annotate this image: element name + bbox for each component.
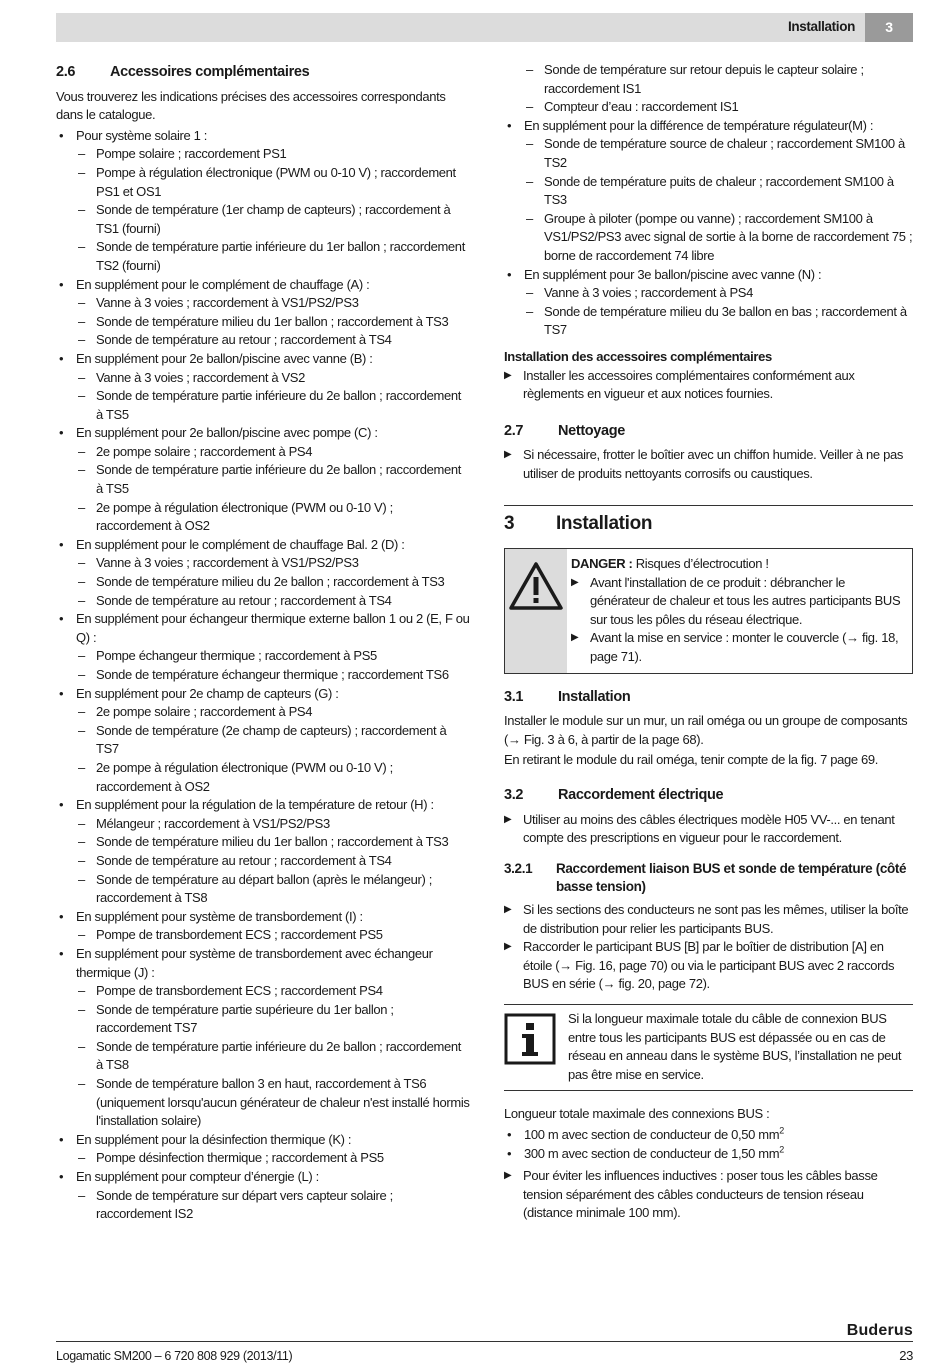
dash-marker: – — [78, 499, 85, 515]
page-header — [56, 13, 913, 42]
sub-item-text: Sonde de température au retour ; raccordement à TS4 — [96, 592, 392, 608]
info-icon — [504, 1010, 568, 1084]
sub-item — [56, 871, 470, 908]
superscript: 2 — [779, 1144, 784, 1155]
section-title: Accessoires complémentaires — [110, 64, 310, 80]
action-item — [504, 811, 913, 848]
dash-marker: – — [78, 164, 85, 180]
bullet-item — [56, 350, 470, 369]
action-arrow-icon: ▶ — [504, 1170, 512, 1182]
section-title: Nettoyage — [558, 422, 625, 439]
dash-marker: – — [78, 592, 85, 608]
section-number: 3.2 — [504, 787, 524, 803]
sub-item — [56, 1038, 470, 1075]
sub-item-text: Sonde de température (2e champ de capteurs) ; raccordement à TS7 — [96, 722, 447, 757]
dash-marker: – — [78, 239, 85, 255]
dash-marker: – — [78, 295, 85, 311]
dash-marker: – — [78, 1187, 85, 1203]
action-arrow-icon: ▶ — [571, 632, 579, 644]
dash-marker: – — [78, 815, 85, 831]
sub-item — [504, 173, 913, 210]
sub-item — [56, 499, 470, 536]
sub-item-text: Pompe solaire ; raccordement PS1 — [96, 146, 287, 162]
bullet-item — [56, 536, 470, 555]
sub-item — [56, 554, 470, 573]
bus-length-item — [504, 1126, 913, 1145]
bullet-dot: • — [59, 276, 64, 292]
action-arrow-icon: ▶ — [504, 813, 512, 825]
action-arrow-icon: ▶ — [504, 903, 512, 915]
danger-action — [571, 629, 906, 666]
sub-item-text: Pompe échangeur thermique ; raccordement à PS5 — [96, 648, 377, 664]
bullet-label: En supplément pour 2e champ de capteurs (G) : — [76, 685, 339, 701]
install-accessories-heading: Installation des accessoires complémentaires — [504, 348, 772, 364]
dash-marker: – — [78, 648, 85, 664]
sub-item-text: 2e pompe à régulation électronique (PWM ou 0-10 V) ; raccordement à OS2 — [96, 759, 393, 794]
bullet-dot: • — [59, 425, 64, 441]
bullet-label: En supplément pour échangeur thermique externe ballon 1 ou 2 (E, F ou Q) : — [76, 611, 470, 645]
dash-marker: – — [78, 852, 85, 868]
sub-item-text: Pompe de transbordement ECS ; raccordement PS5 — [96, 927, 383, 943]
action-text: Installer les accessoires complémentaires conformément aux règlements en vigueur et aux notices fournies. — [523, 367, 855, 402]
info-note — [504, 1004, 913, 1091]
section-number: 3.2.1 — [504, 860, 533, 876]
action-text: Si les sections des conducteurs ne sont pas les mêmes, utiliser la boîte de distribution pour relier les participants BUS. — [523, 901, 909, 936]
bullet-label: En supplément pour le complément de chauffage (A) : — [76, 276, 370, 292]
dash-marker: – — [526, 173, 533, 189]
sub-item-text: Groupe à piloter (pompe ou vanne) ; raccordement SM100 à VS1/PS2/PS3 avec signal de sortie à la borne de raccordement 75 ; borne de raccordement 74 libre — [544, 210, 913, 263]
sub-item-text: Sonde de température sur départ vers capteur solaire ; raccordement IS2 — [96, 1187, 393, 1222]
dash-marker: – — [78, 1001, 85, 1017]
dash-marker: – — [78, 369, 85, 385]
sub-item — [56, 201, 470, 238]
bullet-item — [504, 266, 913, 285]
sub-item-text: Sonde de température échangeur thermique ; raccordement TS6 — [96, 667, 449, 682]
bullet-label: En supplément pour 2e ballon/piscine avec pompe (C) : — [76, 425, 378, 441]
action-arrow-icon: ▶ — [571, 576, 579, 588]
sub-item — [56, 387, 470, 424]
sub-item-text: Sonde de température au retour ; raccordement à TS4 — [96, 332, 392, 348]
sub-item — [504, 284, 913, 303]
dash-marker: – — [78, 834, 85, 850]
dash-marker: – — [78, 388, 85, 404]
sub-item — [504, 61, 913, 98]
sub-item — [56, 573, 470, 592]
sub-item — [56, 833, 470, 852]
sub-item-text: 2e pompe solaire ; raccordement à PS4 — [96, 443, 313, 459]
bullet-dot: • — [59, 685, 64, 701]
dash-marker: – — [526, 99, 533, 115]
dash-marker: – — [78, 983, 85, 999]
dash-marker: – — [526, 285, 533, 301]
dash-marker: – — [78, 722, 85, 738]
sub-item-text: Sonde de température partie inférieure du 2e ballon ; raccordement à TS5 — [96, 462, 461, 497]
sub-item-text: Sonde de température milieu du 3e ballon en bas ; raccordement à TS7 — [544, 303, 907, 338]
sub-item — [56, 647, 470, 666]
bullet-item — [56, 127, 470, 146]
danger-action — [571, 574, 906, 630]
action-text: Avant l'installation de ce produit : débrancher le générateur de chaleur et tous les autres participants BUS sur tous les pôles du réseau électrique. — [590, 574, 901, 627]
bullet-dot: • — [59, 611, 64, 627]
bus-length-title: Longueur totale maximale des connexions BUS : — [504, 1106, 770, 1122]
sub-item — [56, 722, 470, 759]
sub-item-text: Vanne à 3 voies ; raccordement à PS4 — [544, 285, 754, 301]
bullet-dot: • — [59, 1131, 64, 1147]
bullet-item — [56, 945, 470, 982]
bullet-label: En supplément pour système de transbordement avec échangeur thermique (J) : — [76, 945, 433, 980]
sub-item — [56, 982, 470, 1001]
sub-item — [56, 1149, 470, 1168]
bullet-item — [56, 685, 470, 704]
sub-item-text: Sonde de température milieu du 1er ballon ; raccordement à TS3 — [96, 313, 449, 329]
sub-item — [504, 210, 913, 266]
sub-item-text: Vanne à 3 voies ; raccordement à VS2 — [96, 369, 306, 385]
dash-marker: – — [526, 62, 533, 77]
danger-text: Risques d’électrocution ! — [635, 556, 769, 572]
sub-item-text: Sonde de température partie inférieure du 1er ballon ; raccordement TS2 (fourni) — [96, 239, 465, 273]
bullet-dot: • — [507, 1145, 512, 1161]
action-text: Si nécessaire, frotter le boîtier avec un chiffon humide. Veiller à ne pas utiliser de produits nettoyants corrosifs ou caustiques. — [523, 447, 903, 481]
sub-item — [56, 703, 470, 722]
bullet-label: En supplément pour la régulation de la température de retour (H) : — [76, 797, 434, 813]
danger-box — [504, 548, 913, 674]
sub-item-text: Vanne à 3 voies ; raccordement à VS1/PS2/PS3 — [96, 295, 359, 311]
bullet-item — [56, 908, 470, 927]
bullet-dot: • — [507, 266, 512, 282]
dash-marker: – — [78, 332, 85, 348]
sub-item-text: 2e pompe à régulation électronique (PWM ou 0-10 V) ; raccordement à OS2 — [96, 499, 393, 534]
bullet-dot: • — [59, 945, 64, 961]
intro-paragraph: Vous trouverez les indications précises des accessoires correspondants dans le catalogue. — [56, 88, 446, 123]
dash-marker: – — [78, 462, 85, 478]
sub-item — [56, 461, 470, 498]
sub-item-text: Sonde de température au départ ballon (après le mélangeur) ; raccordement à TS8 — [96, 871, 432, 906]
action-arrow-icon: ▶ — [504, 449, 512, 461]
dash-marker: – — [526, 210, 533, 226]
sub-item — [504, 303, 913, 340]
sub-item-text: Sonde de température source de chaleur ; raccordement SM100 à TS2 — [544, 136, 905, 170]
bullet-label: En supplément pour 2e ballon/piscine avec vanne (B) : — [76, 350, 373, 366]
bullet-label: En supplément pour la différence de température régulateur(M) : — [524, 117, 874, 133]
buderus-logo: Buderus — [846, 1322, 913, 1339]
bullet-dot: • — [59, 536, 64, 552]
action-text: Raccorder le participant BUS [B] par le boîtier de distribution [A] en étoile (→ Fig. 16, page 70) ou via le participant BUS avec 2 raccords BUS en série (→ fig. 20, page 72). — [523, 939, 895, 992]
superscript: 2 — [779, 1125, 784, 1136]
sub-item-text: Sonde de température (1er champ de capteurs) ; raccordement à TS1 (fourni) — [96, 202, 451, 236]
sub-item — [56, 926, 470, 945]
bullet-item — [56, 424, 470, 443]
bullet-item — [56, 610, 470, 647]
sub-item — [56, 1187, 470, 1224]
sub-item — [56, 294, 470, 313]
chapter-3-heading — [504, 505, 913, 534]
dash-marker: – — [78, 871, 85, 887]
section-title: Raccordement liaison BUS et sonde de température (côté basse tension) — [556, 860, 907, 895]
bullet-item — [56, 796, 470, 815]
section-3-1-heading — [504, 688, 913, 707]
sub-item — [56, 759, 470, 796]
bullet-dot: • — [59, 908, 64, 924]
note-text: Si la longueur maximale totale du câble de connexion BUS entre tous les participants BUS est dépassée ou en cas de réseau en anneau dans le système BUS, l’installation ne peut pas être mise en service. — [568, 1010, 902, 1082]
dash-marker: – — [78, 574, 85, 590]
sub-item-text: Compteur d’eau : raccordement IS1 — [544, 99, 739, 115]
section-3-2-heading — [504, 786, 913, 805]
section-2-6-heading — [56, 63, 470, 82]
sub-item-text: Sonde de température puits de chaleur ; raccordement SM100 à TS3 — [544, 173, 894, 208]
section-number: 2.6 — [56, 64, 76, 80]
action-text: Pour éviter les influences inductives : poser tous les câbles basse tension séparément des câbles conducteurs de tension réseau (distance minimale 100 mm). — [523, 1168, 878, 1221]
sub-item-text: Mélangeur ; raccordement à VS1/PS2/PS3 — [96, 815, 330, 831]
sub-item — [504, 135, 913, 172]
bullet-label: Pour système solaire 1 : — [76, 127, 208, 143]
dash-marker: – — [78, 759, 85, 775]
bullet-dot: • — [59, 797, 64, 813]
bullet-item — [504, 117, 913, 136]
dash-marker: – — [526, 303, 533, 319]
bullet-label: En supplément pour le complément de chauffage Bal. 2 (D) : — [76, 536, 405, 552]
sub-item-text: Pompe de transbordement ECS ; raccordement PS4 — [96, 983, 383, 999]
paragraph: En retirant le module du rail oméga, tenir compte de la fig. 7 page 69. — [504, 752, 879, 768]
sub-item-text: Pompe désinfection thermique ; raccordement à PS5 — [96, 1150, 384, 1166]
bullet-label: En supplément pour compteur d’énergie (L) : — [76, 1169, 319, 1185]
sub-item-text: Sonde de température milieu du 2e ballon ; raccordement à TS3 — [96, 574, 445, 590]
dash-marker: – — [78, 704, 85, 720]
section-2-7-heading — [504, 422, 913, 441]
sub-item-text: Sonde de température partie inférieure du 2e ballon ; raccordement à TS5 — [96, 388, 461, 422]
sub-item — [56, 331, 470, 350]
bus-length-text: 100 m avec section de conducteur de 0,50 mm — [524, 1126, 780, 1142]
accessory-list-continued — [504, 61, 913, 117]
bullet-item — [56, 1168, 470, 1187]
action-item — [504, 446, 913, 483]
bullet-item — [56, 1131, 470, 1150]
chapter-title: Installation — [556, 513, 653, 535]
right-column — [504, 61, 913, 1223]
footer-doc-ref: Logamatic SM200 – 6 720 808 929 (2013/11) — [56, 1349, 293, 1363]
dash-marker: – — [78, 1076, 85, 1092]
dash-marker: – — [78, 555, 85, 571]
sub-item-text: Sonde de température ballon 3 en haut, raccordement à TS6 (uniquement lorsqu'aucun générateur de chaleur n'est installé hormis l'installation solaire) — [96, 1076, 470, 1129]
section-title: Installation — [558, 688, 631, 705]
sub-item — [56, 313, 470, 332]
sub-item-text: Pompe à régulation électronique (PWM ou 0-10 V) ; raccordement PS1 et OS1 — [96, 164, 456, 199]
sub-item — [56, 1075, 470, 1131]
bus-length-text: 300 m avec section de conducteur de 1,50 mm — [524, 1145, 780, 1161]
section-number: 3.1 — [504, 688, 524, 705]
dash-marker: – — [78, 1038, 85, 1054]
bullet-dot: • — [507, 117, 512, 133]
bus-length-item — [504, 1145, 913, 1164]
page-number: 23 — [899, 1348, 913, 1363]
bullet-dot: • — [507, 1126, 512, 1142]
bullet-label: En supplément pour la désinfection thermique (K) : — [76, 1131, 352, 1147]
sub-item — [56, 666, 470, 685]
sub-item — [56, 443, 470, 462]
dash-marker: – — [78, 667, 85, 682]
sub-item — [504, 98, 913, 117]
sub-item — [56, 369, 470, 388]
danger-label: DANGER : — [571, 556, 633, 572]
bullet-dot: • — [59, 1169, 64, 1185]
section-number: 2.7 — [504, 422, 524, 439]
bullet-item — [56, 276, 470, 295]
sub-item — [56, 592, 470, 611]
footer-divider — [56, 1341, 913, 1342]
action-item — [504, 367, 913, 404]
accessory-list — [56, 127, 470, 1224]
bullet-dot: • — [59, 127, 64, 143]
sub-item-text: Sonde de température partie supérieure du 1er ballon ; raccordement TS7 — [96, 1001, 394, 1036]
sub-item-text: Vanne à 3 voies ; raccordement à VS1/PS2/PS3 — [96, 555, 359, 571]
sub-item — [56, 815, 470, 834]
action-item — [504, 901, 913, 938]
sub-item — [56, 238, 470, 275]
action-text: Avant la mise en service : monter le couvercle (→ fig. 18, page 71). — [590, 630, 899, 665]
bullet-label: En supplément pour 3e ballon/piscine avec vanne (N) : — [524, 266, 822, 282]
action-arrow-icon: ▶ — [504, 369, 512, 381]
sub-item — [56, 852, 470, 871]
bullet-dot: • — [59, 350, 64, 366]
header-chapter-number: 3 — [865, 13, 913, 42]
sub-item — [56, 145, 470, 164]
sub-item-text: Sonde de température milieu du 1er ballon ; raccordement à TS3 — [96, 834, 449, 850]
dash-marker: – — [78, 1150, 85, 1166]
sub-item — [56, 1001, 470, 1038]
sub-item — [56, 164, 470, 201]
sub-item-text: 2e pompe solaire ; raccordement à PS4 — [96, 704, 313, 720]
action-item — [504, 1167, 913, 1223]
sub-item-text: Sonde de température sur retour depuis le capteur solaire ; raccordement IS1 — [544, 62, 864, 96]
dash-marker: – — [78, 146, 85, 162]
dash-marker: – — [526, 136, 533, 152]
paragraph: Installer le module sur un mur, un rail oméga ou un groupe de composants (→ Fig. 3 à 6, à partir de la page 68). — [504, 713, 908, 747]
dash-marker: – — [78, 313, 85, 329]
action-item — [504, 938, 913, 994]
chapter-number: 3 — [504, 513, 515, 535]
action-text: Utiliser au moins des câbles électriques modèle H05 VV-... en tenant compte des prescriptions en vigueur pour le raccordement. — [523, 811, 895, 846]
header-section-title: Installation — [787, 19, 855, 34]
warning-triangle-icon — [505, 549, 567, 673]
bullet-label: En supplément pour système de transbordement (I) : — [76, 908, 363, 924]
section-title: Raccordement électrique — [558, 787, 724, 803]
sub-item-text: Sonde de température partie inférieure du 2e ballon ; raccordement à TS8 — [96, 1038, 461, 1073]
accessory-list-right — [504, 117, 913, 340]
action-arrow-icon: ▶ — [504, 941, 512, 953]
left-column — [56, 61, 470, 1224]
dash-marker: – — [78, 927, 85, 943]
sub-item-text: Sonde de température au retour ; raccordement à TS4 — [96, 852, 392, 868]
section-3-2-1-heading — [504, 860, 913, 897]
dash-marker: – — [78, 202, 85, 218]
dash-marker: – — [78, 443, 85, 459]
